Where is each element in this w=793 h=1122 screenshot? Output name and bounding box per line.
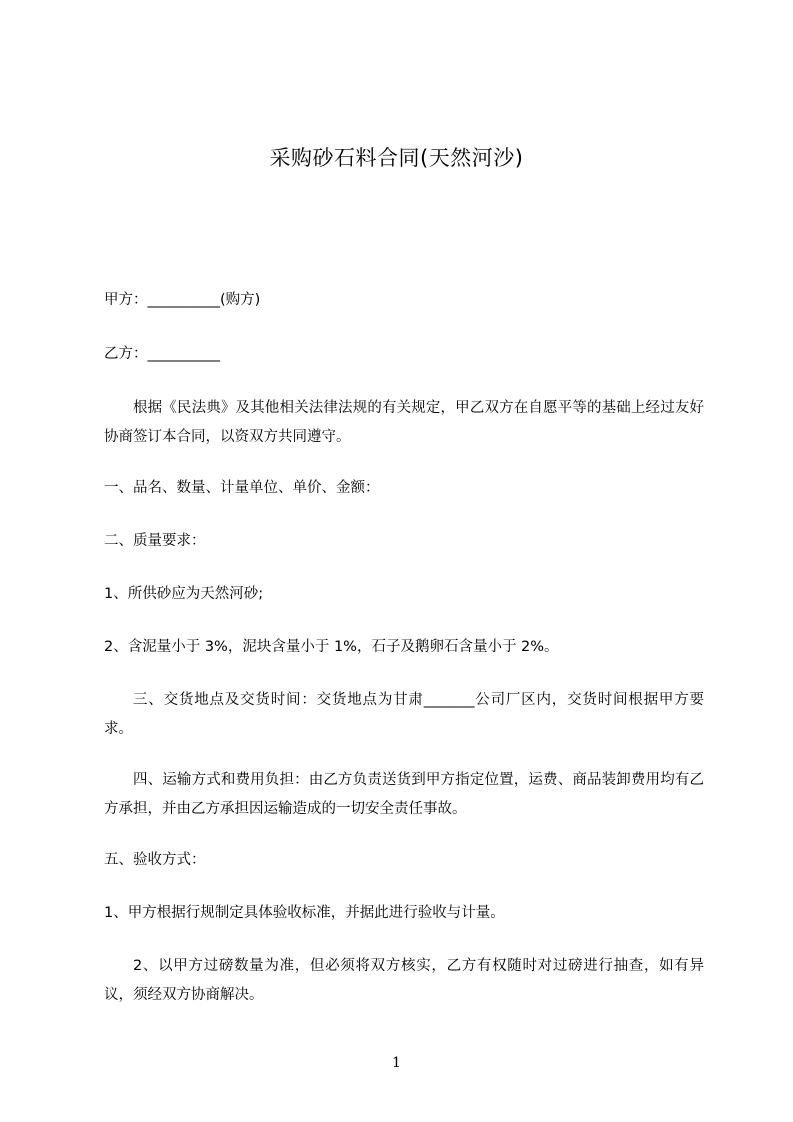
preamble-paragraph: 根据《民法典》及其他相关法律法规的有关规定，甲乙双方在自愿平等的基础上经过友好协商签订本合同，以资双方共同遵守。	[104, 400, 704, 445]
section-5-item-1: 1、甲方根据行规制定具体验收标准，并据此进行验收与计量。	[104, 905, 505, 921]
section-4-paragraph: 四、运输方式和费用负担：由乙方负责送货到甲方指定位置，运费、商品装卸费用均有乙方承担，并由乙方承担因运输造成的一切安全责任事故。	[104, 772, 704, 817]
party-b-line: 乙方：__________	[104, 346, 220, 362]
party-a-line: 甲方：__________(购方)	[104, 292, 261, 308]
document-title: 采购砂石料合同(天然河沙)	[269, 146, 524, 170]
section-3-paragraph: 三、交货地点及交货时间：交货地点为甘肃_______公司厂区内，交货时间根据甲方要求。	[104, 692, 704, 737]
section-5-item-2: 2、以甲方过磅数量为准，但必须将双方核实，乙方有权随时对过磅进行抽查，如有异议，须经双方协商解决。	[104, 958, 704, 1003]
section-2-heading: 二、质量要求：	[104, 533, 206, 549]
section-2-item-1: 1、所供砂应为天然河砂;	[104, 586, 264, 602]
section-1-heading: 一、品名、数量、计量单位、单价、金额：	[104, 480, 380, 496]
section-2-item-2: 2、含泥量小于 3%，泥块含量小于 1%，石子及鹅卵石含量小于 2%。	[104, 639, 559, 655]
section-5-heading: 五、验收方式：	[104, 852, 206, 868]
page-number: 1	[392, 1055, 401, 1071]
